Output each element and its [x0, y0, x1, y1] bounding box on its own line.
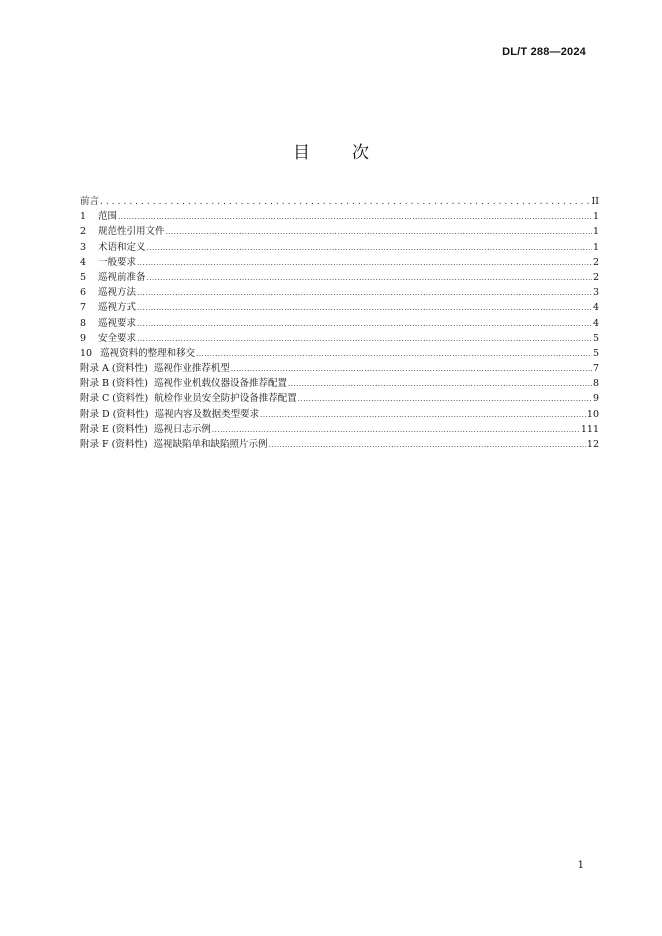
- toc-entry-number: 附录 D (资料性): [80, 408, 149, 420]
- toc-entry[interactable]: [80, 437, 599, 452]
- toc-leader-dots: [288, 376, 592, 392]
- toc-entry-page: 1: [592, 241, 599, 253]
- toc-entry-number: 5: [80, 271, 87, 283]
- toc-entry[interactable]: [80, 285, 599, 300]
- toc-entry-page: 3: [592, 287, 599, 299]
- toc-entry-number: 6: [80, 287, 87, 299]
- toc-entry-page: 5: [592, 347, 599, 359]
- toc-leader-dots: [298, 391, 592, 407]
- toc-entry-number: 3: [80, 241, 87, 253]
- toc-entry-page: 1: [592, 211, 599, 223]
- toc-entry-label: 前言: [80, 196, 100, 207]
- toc-leader-dots: [147, 240, 592, 256]
- toc-entry-number: 附录 E (资料性): [80, 423, 148, 435]
- toc-entry-number: 10: [80, 347, 93, 359]
- toc-leader-dots: [212, 422, 580, 438]
- toc-entry-page: 7: [592, 363, 599, 375]
- toc-entry-number: 8: [80, 317, 87, 329]
- toc-entry-label: 巡视内容及数据类型要求: [154, 408, 260, 420]
- toc-entry[interactable]: [80, 316, 599, 331]
- toc-entry[interactable]: [80, 240, 599, 255]
- toc-entry[interactable]: [80, 209, 599, 224]
- page-number: 1: [577, 860, 584, 871]
- toc-entry-page: 2: [592, 271, 599, 283]
- toc-leader-dots: [147, 270, 592, 286]
- toc-entry-number: 2: [80, 226, 87, 238]
- toc-entry[interactable]: [80, 224, 599, 239]
- toc-entry[interactable]: [80, 194, 599, 209]
- toc-entry-label: 巡视方法: [98, 287, 137, 299]
- toc-entry-label: 巡视作业机载仪器设备推荐配置: [153, 378, 287, 390]
- toc-entry[interactable]: [80, 270, 599, 285]
- toc-entry-page: 2: [592, 256, 599, 268]
- toc-entry-label: 范围: [98, 211, 118, 223]
- toc-entry-label: 巡视方式: [98, 302, 137, 314]
- toc-entry-page: 9: [592, 393, 599, 405]
- toc-entry[interactable]: [80, 331, 599, 346]
- toc-leader-dots: [196, 346, 592, 362]
- toc-entry-label: 航检作业员安全防护设备推荐配置: [154, 393, 297, 405]
- page-title: [0, 138, 662, 163]
- toc-entry-number: 附录 B (资料性): [80, 378, 148, 390]
- toc-entry[interactable]: [80, 407, 599, 422]
- toc-leader-dots: [118, 209, 592, 225]
- toc-entry-label: 一般要求: [98, 256, 137, 268]
- toc-entry-page: II: [591, 196, 599, 207]
- toc-entry-page: 4: [592, 302, 599, 314]
- toc-leader-dots: [166, 224, 592, 240]
- toc-entry-number: 9: [80, 332, 87, 344]
- toc-entry-label: 巡视作业推荐机型: [153, 363, 230, 375]
- toc-entry-number: 附录 C (资料性): [80, 393, 149, 405]
- document-code: DL/T 288—2024: [502, 46, 586, 58]
- toc-entry-label: 规范性引用文件: [98, 226, 165, 238]
- toc-entry-label: 巡视缺陷单和缺陷照片示例: [153, 439, 268, 450]
- toc-leader-dots: [260, 407, 586, 423]
- toc-entry-label: 巡视资料的整理和移交: [100, 347, 196, 359]
- toc-entry-page: 12: [586, 439, 599, 450]
- toc-entry-label: 术语和定义: [98, 241, 146, 253]
- toc-leader-dots: [137, 316, 592, 332]
- toc-entry-page: 111: [580, 423, 599, 435]
- toc-entry-label: 巡视日志示例: [153, 423, 211, 435]
- toc-leader-dots: [137, 285, 592, 301]
- toc-leader-dots: [137, 300, 592, 316]
- toc-entry-label: 巡视前准备: [98, 271, 146, 283]
- table-of-contents: [80, 194, 599, 452]
- toc-leader-dots: [269, 437, 586, 453]
- toc-entry-page: 8: [592, 378, 599, 390]
- toc-entry-number: 4: [80, 256, 87, 268]
- toc-entry[interactable]: [80, 255, 599, 270]
- toc-leader-dots: [137, 331, 592, 347]
- toc-entry[interactable]: [80, 422, 599, 437]
- toc-entry[interactable]: [80, 346, 599, 361]
- toc-entry-number: 1: [80, 211, 87, 223]
- toc-entry-page: 1: [592, 226, 599, 238]
- toc-entry[interactable]: [80, 376, 599, 391]
- toc-entry-label: 安全要求: [98, 332, 137, 344]
- toc-entry-number: 7: [80, 302, 87, 314]
- toc-entry-page: 4: [592, 317, 599, 329]
- toc-entry[interactable]: [80, 361, 599, 376]
- toc-leader-dots: [137, 255, 592, 271]
- toc-entry-number: 附录 F (资料性): [80, 439, 148, 450]
- page-title-char-1: 目: [293, 143, 310, 163]
- toc-entry-label: 巡视要求: [98, 317, 137, 329]
- toc-leader-dots: [100, 194, 590, 210]
- toc-entry-page: 5: [592, 332, 599, 344]
- toc-leader-dots: [231, 361, 592, 377]
- toc-entry[interactable]: [80, 391, 599, 406]
- toc-entry-number: 附录 A (资料性): [80, 363, 148, 375]
- toc-entry[interactable]: [80, 300, 599, 315]
- toc-entry-page: 10: [586, 408, 599, 420]
- page-title-char-2: 次: [352, 143, 369, 163]
